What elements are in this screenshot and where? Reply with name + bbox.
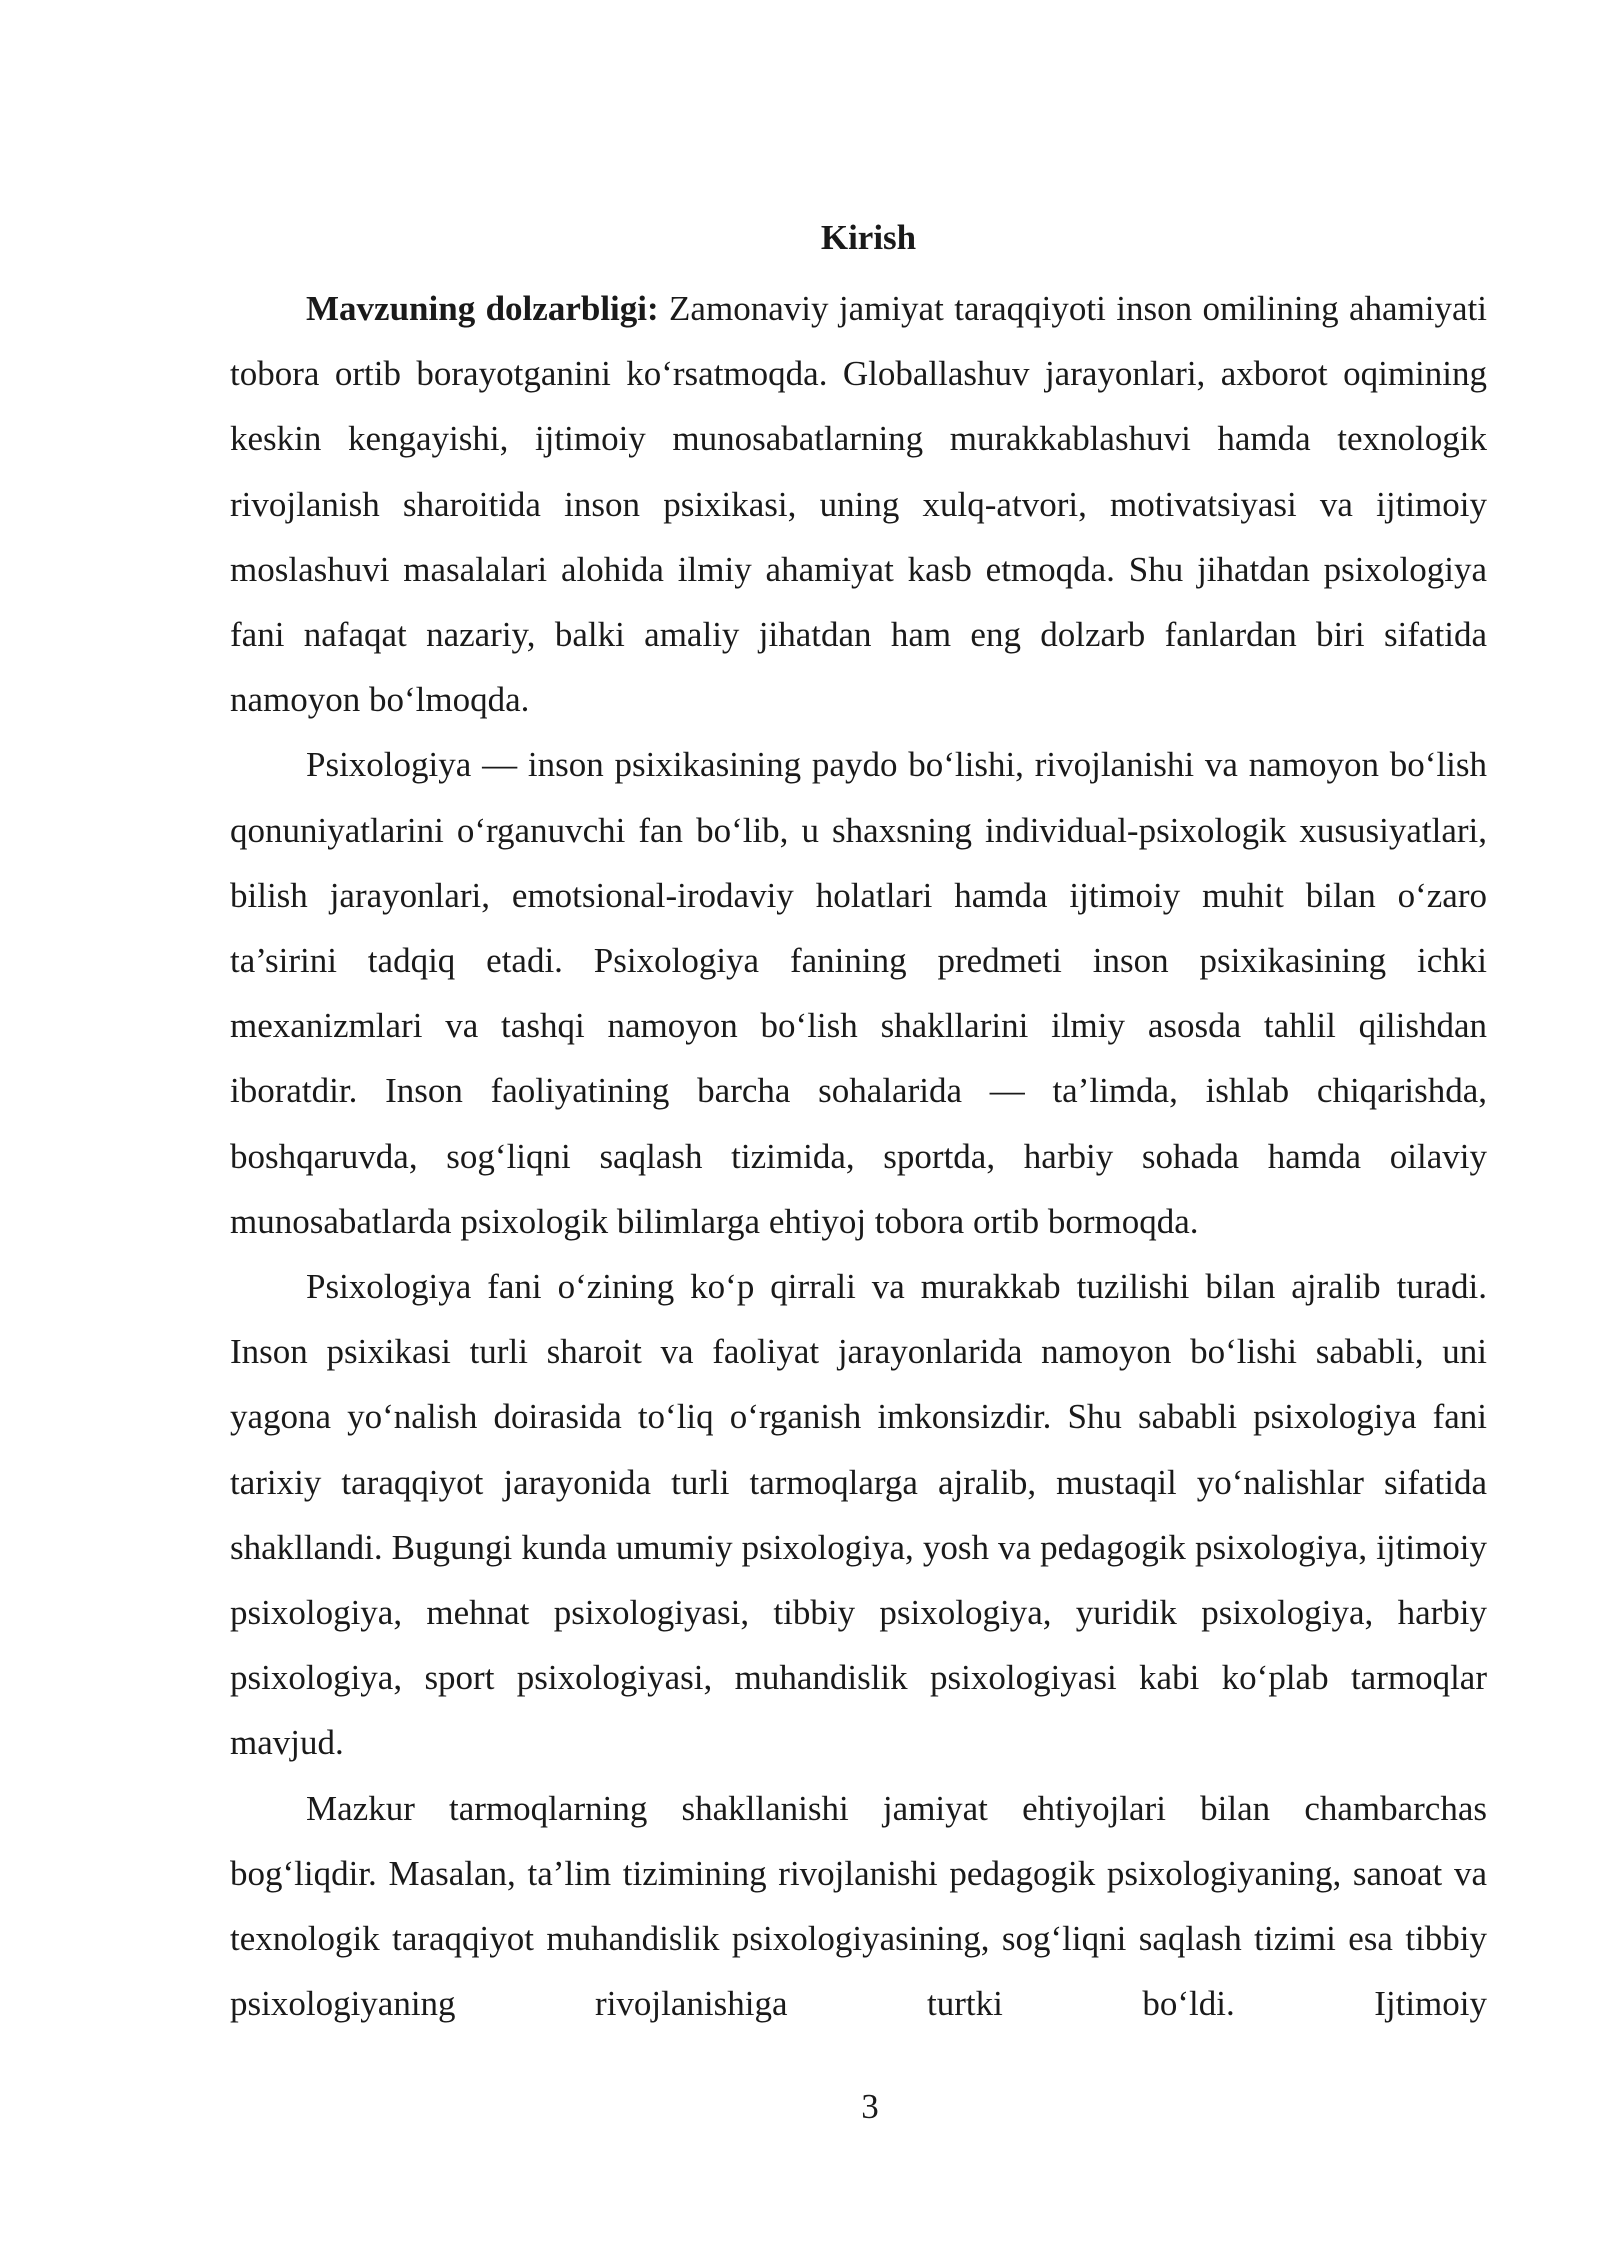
page-content bbox=[230, 212, 1487, 2036]
paragraph-branches: Psixologiya fani o‘zining ko‘p qirrali va murakkab tuzilishi bilan ajralib turadi. Inson psixikasi turli sharoit va faoliyat jarayonlarida namoyon bo‘lishi sababli, uni yagona yo‘nalish doirasida to‘liq o‘rganish imkonsizdir. Shu sababli psixologiya fani tarixiy taraqqiyot jarayonida turli tarmoqlarga ajralib, mustaqil yo‘nalishlar sifatida shakllandi. Bugungi kunda umumiy psixologiya, yosh va pedagogik psixologiya, ijtimoiy psixologiya, mehnat psixologiyasi, tibbiy psixologiya, yuridik psixologiya, harbiy psixologiya, sport psixologiyasi, muhandislik psixologiyasi kabi ko‘plab tarmoqlar mavjud. bbox=[230, 1267, 1487, 1763]
paragraph-lead: Mavzuning dolzarbligi: bbox=[306, 289, 659, 328]
paragraph-relevance bbox=[230, 276, 1487, 732]
paragraph-definition: Psixologiya — inson psixikasining paydo bo‘lishi, rivojlanishi va namoyon bo‘lish qonuniyatlarini o‘rganuvchi fan bo‘lib, u shaxsning individual-psixologik xususiyatlari, bilish jarayonlari, emotsional-irodaviy holatlari hamda ijtimoiy muhit bilan o‘zaro ta’sirini tadqiq etadi. Psixologiya fanining predmeti inson psixikasining ichki mexanizmlari va tashqi namoyon bo‘lish shakllarini ilmiy asosda tahlil qilishdan iboratdir. Inson faoliyatining barcha sohalarida — ta’limda, ishlab chiqarishda, boshqaruvda, sog‘liqni saqlash tizimida, sportda, harbiy sohada hamda oilaviy munosabatlarda psixologik bilimlarga ehtiyoj tobora ortib bormoqda. bbox=[230, 745, 1487, 1241]
paragraph-text: Zamonaviy jamiyat taraqqiyoti inson omilining ahamiyati tobora ortib borayotganini ko‘rsatmoqda. Globallashuv jarayonlari, axborot oqimining keskin kengayishi, ijtimoiy munosabatlarning murakkablashuvi hamda texnologik rivojlanish sharoitida inson psixikasi, uning xulq-atvori, motivatsiyasi va ijtimoiy moslashuvi masalalari alohida ilmiy ahamiyat kasb etmoqda. Shu jihatdan psixologiya fani nafaqat nazariy, balki amaliy jihatdan ham eng dolzarb fanlardan biri sifatida namoyon bo‘lmoqda. bbox=[230, 289, 1488, 720]
page-number: 3 bbox=[861, 2087, 879, 2126]
paragraph-formation: Mazkur tarmoqlarning shakllanishi jamiyat ehtiyojlari bilan chambarchas bog‘liqdir. Masalan, ta’lim tizimining rivojlanishi pedagogik psixologiyaning, sanoat va texnologik taraqqiyot muhandislik psixologiyasining, sog‘liqni saqlash tizimi esa tibbiy psixologiyaning rivojlanishiga turtki bo‘ldi. Ijtimoiy bbox=[230, 1788, 1487, 2024]
section-title: Kirish bbox=[820, 218, 917, 257]
